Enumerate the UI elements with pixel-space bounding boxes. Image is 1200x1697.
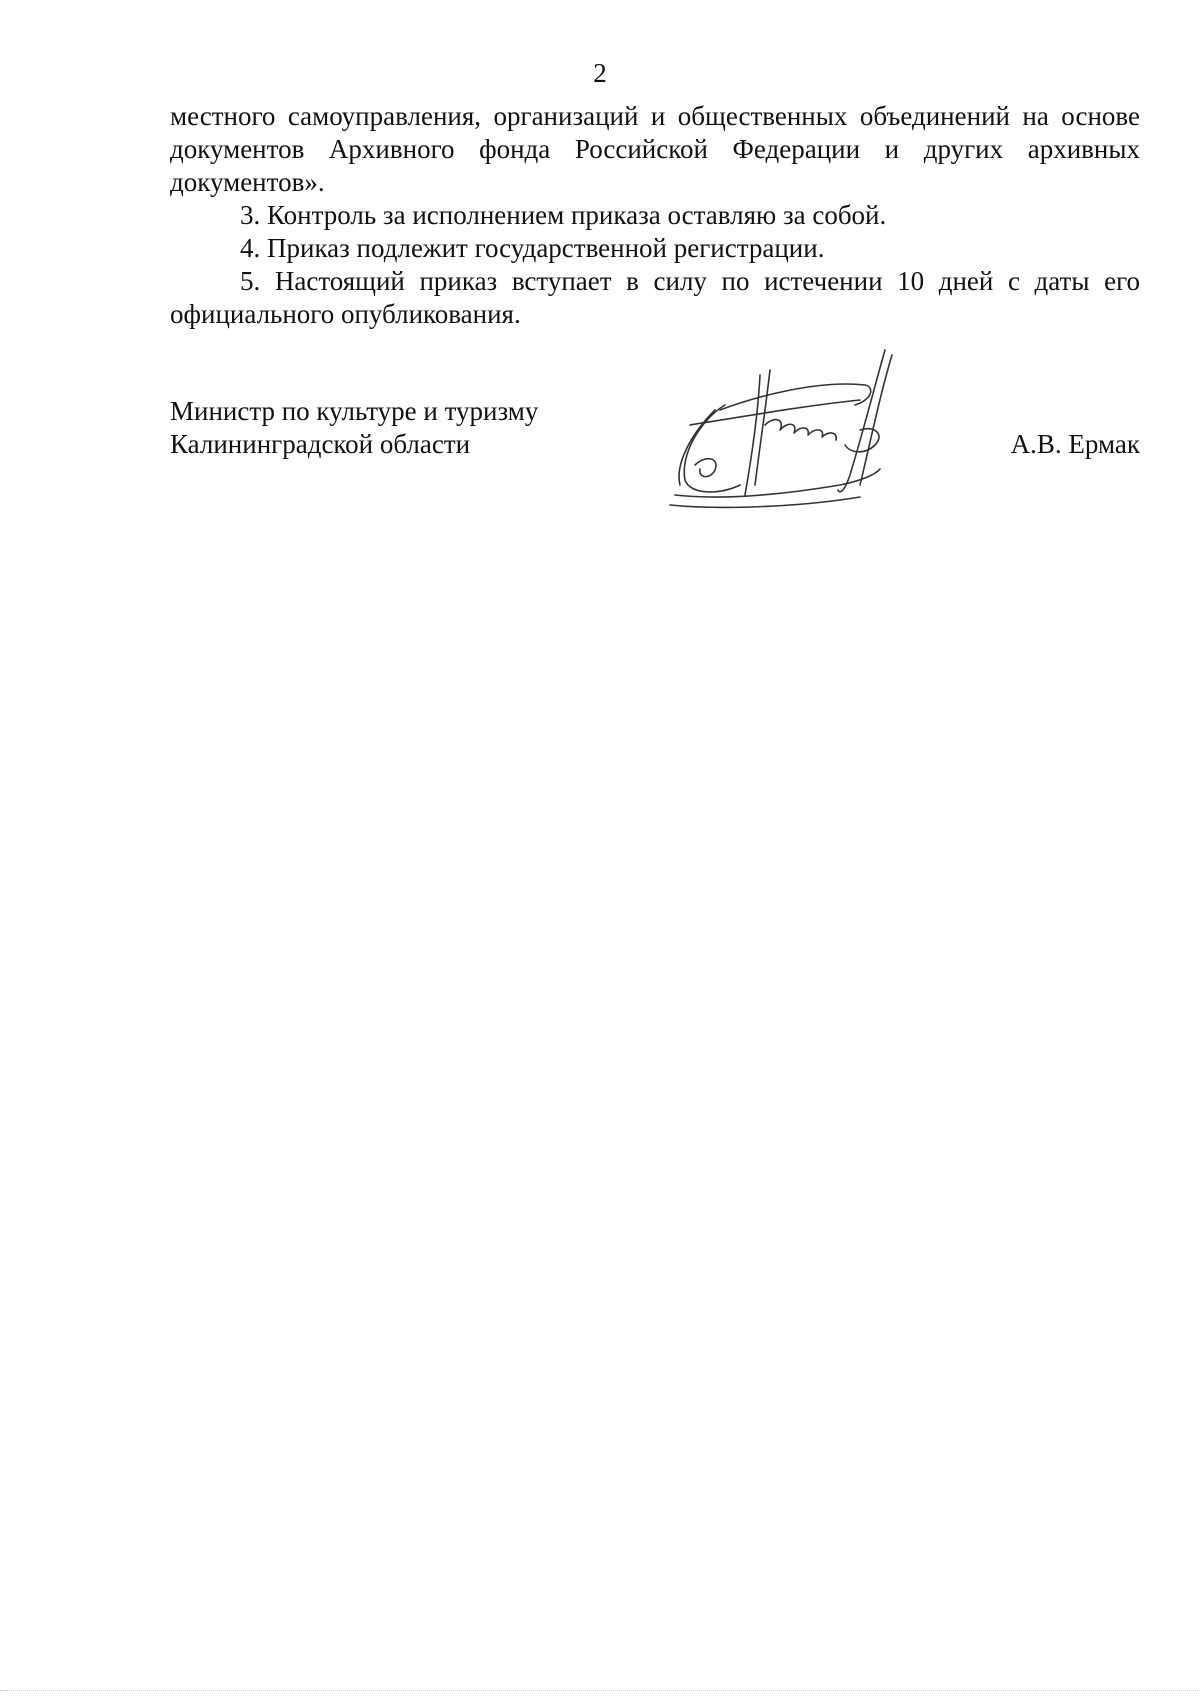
- scan-edge-line: [0, 1690, 1200, 1692]
- signer-name: А.В. Ермак: [1010, 429, 1140, 459]
- handwritten-signature: [660, 345, 920, 515]
- paragraph-item-5: 5. Настоящий приказ вступает в силу по истечении 10 дней с даты его официального опубликования.: [170, 266, 1140, 329]
- signature-block: [170, 395, 1140, 525]
- paragraph-item-4: 4. Приказ подлежит государственной регистрации.: [240, 233, 825, 263]
- paragraph-continuation: местного самоуправления, организаций и общественных объединений на основе документов Архивного фонда Российской Федерации и других архивных документов».: [170, 101, 1140, 197]
- signer-position-line-1: Министр по культуре и туризму: [170, 396, 539, 426]
- signer-position-line-2: Калининградской области: [170, 429, 471, 459]
- body-text: [170, 100, 1140, 331]
- page-number: 2: [593, 58, 607, 88]
- paragraph-item-3: 3. Контроль за исполнением приказа оставляю за собой.: [240, 200, 887, 230]
- signer-position: [170, 395, 620, 461]
